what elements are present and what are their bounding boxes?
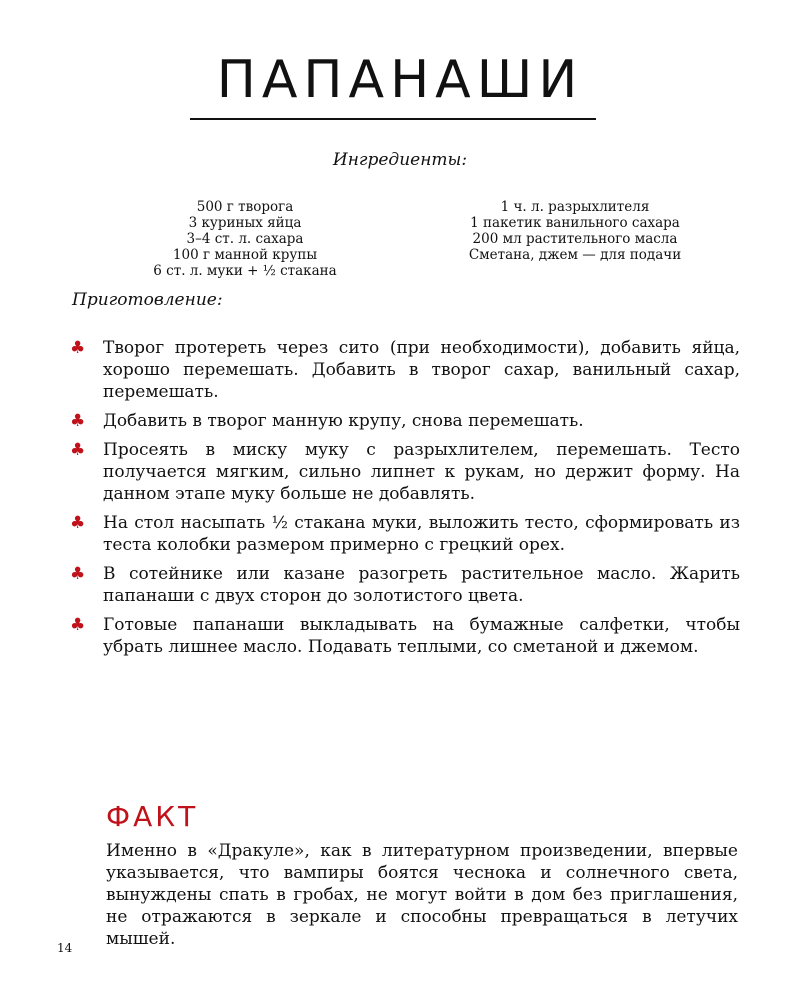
step-item: [70, 563, 740, 607]
club-suit-icon: ♣: [70, 411, 86, 431]
ingredients-right-column: [425, 199, 725, 263]
preparation-steps: [70, 337, 740, 665]
club-suit-icon: ♣: [70, 564, 86, 584]
step-item: [70, 439, 740, 505]
step-text: Творог протереть через сито (при необходимости), добавить яйца, хорошо перемешать. Добавить в творог сахар, ванильный сахар, перемешать.: [103, 338, 740, 402]
step-text: Просеять в миску муку с разрыхлителем, перемешать. Тесто получается мягким, сильно липнет к рукам, но держит форму. На данном этапе муку больше не добавлять.: [103, 440, 740, 504]
fact-title: ФАКТ: [106, 800, 199, 833]
ingredient-item: 500 г творога: [196, 199, 294, 215]
club-suit-icon: ♣: [70, 440, 86, 460]
ingredients-left-column: [95, 199, 395, 279]
ingredient-item: 200 мл растительного масла: [472, 231, 678, 247]
step-item: [70, 512, 740, 556]
page-number: 14: [57, 941, 73, 955]
step-item: [70, 614, 740, 658]
ingredient-item: Сметана, джем — для подачи: [468, 247, 682, 263]
fact-text: Именно в «Дракуле», как в литературном произведении, впервые указывается, что вампиры боятся чеснока и солнечного света, вынуждены спать в гробах, не могут войти в дом без приглашения, не отражаются в зеркале и способны превращаться в летучих мышей.: [106, 841, 738, 949]
recipe-title: ПАПАНАШИ: [216, 50, 584, 110]
ingredient-item: 6 ст. л. муки + ½ стакана: [153, 263, 337, 279]
ingredients-heading: Ингредиенты:: [332, 150, 468, 170]
ingredient-item: 1 пакетик ванильного сахара: [470, 215, 680, 231]
ingredient-item: 3 куриных яйца: [188, 215, 302, 231]
title-divider: [190, 118, 596, 120]
club-suit-icon: ♣: [70, 338, 86, 358]
ingredient-item: 100 г манной крупы: [172, 247, 318, 263]
step-text: В сотейнике или казане разогреть растительное масло. Жарить папанаши с двух сторон до золотистого цвета.: [103, 564, 740, 606]
preparation-heading: Приготовление:: [72, 290, 223, 310]
ingredient-item: 3–4 ст. л. сахара: [186, 231, 304, 247]
step-item: [70, 337, 740, 403]
ingredient-item: 1 ч. л. разрыхлителя: [500, 199, 650, 215]
step-item: [70, 410, 740, 432]
step-text: Готовые папанаши выкладывать на бумажные салфетки, чтобы убрать лишнее масло. Подавать теплыми, со сметаной и джемом.: [103, 615, 740, 657]
step-text: На стол насыпать ½ стакана муки, выложить тесто, сформировать из теста колобки размером примерно с грецкий орех.: [103, 513, 740, 555]
step-text: Добавить в творог манную крупу, снова перемешать.: [103, 411, 584, 431]
club-suit-icon: ♣: [70, 513, 86, 533]
club-suit-icon: ♣: [70, 615, 86, 635]
